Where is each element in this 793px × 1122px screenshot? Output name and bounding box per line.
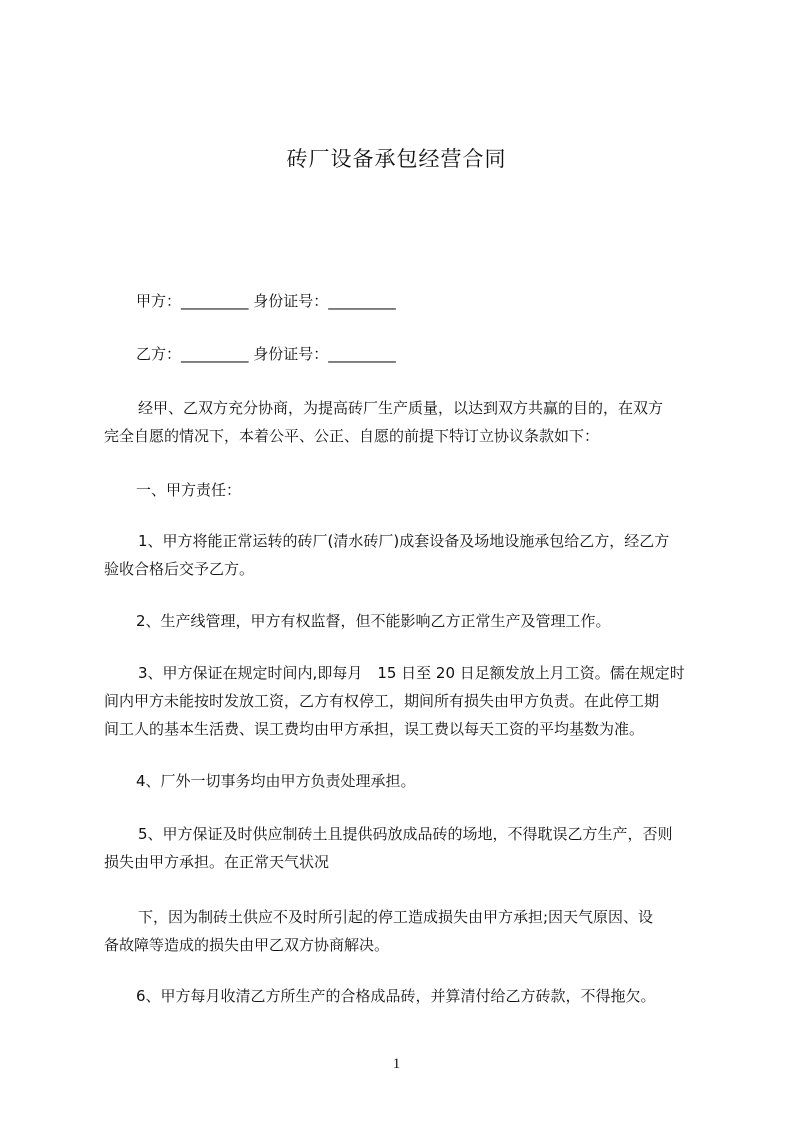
- clause-1: [104, 527, 714, 583]
- clause-4: 4、厂外一切事务均由甲方负责处理承担。: [136, 772, 416, 790]
- clause-5-line-1: 5、甲方保证及时供应制砖土且提供码放成品砖的场地，不得耽误乙方生产，否则: [138, 825, 673, 843]
- clause-2: 2、生产线管理，甲方有权监督，但不能影响乙方正常生产及管理工作。: [136, 612, 611, 630]
- clause-3-line-2: 间内甲方未能按时发放工资，乙方有权停工，期间所有损失由甲方负责。在此停工期: [104, 692, 660, 710]
- clause-5-line-2: 损失由甲方承担。在正常天气状况: [104, 853, 330, 871]
- clause-1-line-1: 1、甲方将能正常运转的砖厂(清水砖厂)成套设备及场地设施承包给乙方，经乙方: [138, 532, 670, 550]
- clause-3: [104, 659, 714, 743]
- clause-5: [104, 820, 714, 876]
- clause-5-cont-line-1: 下，因为制砖土供应不及时所引起的停工造成损失由甲方承担;因天气原因、设: [138, 908, 654, 926]
- clause-1-line-2: 验收合格后交予乙方。: [104, 560, 255, 578]
- document-title: 砖厂设备承包经营合同: [286, 147, 507, 171]
- clause-5-continuation: [104, 903, 714, 959]
- clause-3-line-3: 间工人的基本生活费、误工费均由甲方承担，误工费以每天工资的平均基数为准。: [104, 720, 645, 738]
- section-1-heading: 一、甲方责任：: [136, 481, 242, 499]
- intro-line-1: 经甲、乙双方充分协商，为提高砖厂生产质量，以达到双方共赢的目的，在双方: [138, 399, 664, 417]
- intro-line-2: 完全自愿的情况下，本着公平、公正、自愿的前提下特订立协议条款如下：: [104, 427, 600, 445]
- clause-3-line-1: 3、甲方保证在规定时间内,即每月 15 日至 20 日足额发放上月工资。儒在规定时: [138, 664, 685, 682]
- page-number: 1: [392, 1056, 401, 1072]
- party-b-line: 乙方：_________ 身份证号：_________: [136, 345, 396, 363]
- clause-6: 6、甲方每月收清乙方所生产的合格成品砖，并算清付给乙方砖款，不得拖欠。: [136, 987, 656, 1005]
- party-a-line: 甲方：_________ 身份证号：_________: [136, 292, 396, 310]
- clause-5-cont-line-2: 备故障等造成的损失由甲乙双方协商解决。: [104, 936, 390, 954]
- intro-paragraph: [104, 394, 714, 450]
